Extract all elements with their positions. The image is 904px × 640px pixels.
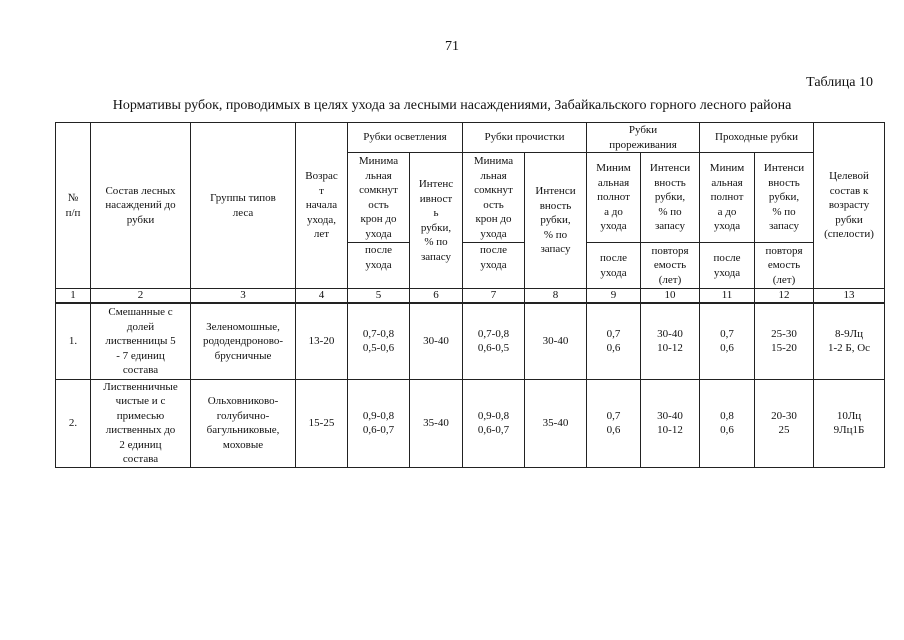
row-cell: 30-40 xyxy=(525,303,587,379)
header-intensity-osvet: Интенс ивност ь рубки, % по запасу xyxy=(410,153,463,289)
column-number: 5 xyxy=(348,289,410,304)
header-forest-types: Группы типов леса xyxy=(191,123,296,289)
table-row xyxy=(56,379,885,467)
row-cell: 30-40 10-12 xyxy=(641,303,700,379)
column-number: 10 xyxy=(641,289,700,304)
row-forest-types: Зеленомошные, рододендроново- брусничные xyxy=(191,303,296,379)
column-number: 7 xyxy=(463,289,525,304)
row-cell: 0,7-0,8 0,5-0,6 xyxy=(348,303,410,379)
column-number: 8 xyxy=(525,289,587,304)
header-prochistki: Рубки прочистки xyxy=(463,123,587,153)
row-target: 10Лц 9Лц1Б xyxy=(814,379,885,467)
column-number: 1 xyxy=(56,289,91,304)
header-min-density-osvet: Минима льная сомкнут ость крон до ухода xyxy=(348,153,410,243)
header-after-care-prohod: после ухода xyxy=(700,243,755,289)
row-cell: 0,9-0,8 0,6-0,7 xyxy=(348,379,410,467)
header-repeatability-prohod: повторя емость (лет) xyxy=(755,243,814,289)
header-after-care-proch: после ухода xyxy=(463,243,525,289)
column-number: 12 xyxy=(755,289,814,304)
row-cell: 0,7 0,6 xyxy=(700,303,755,379)
column-number: 2 xyxy=(91,289,191,304)
column-number: 4 xyxy=(296,289,348,304)
header-min-fullness-prorezh: Миним альная полнот а до ухода xyxy=(587,153,641,243)
table-label: Таблица 10 xyxy=(806,75,873,90)
column-number: 6 xyxy=(410,289,463,304)
header-osvetlenie: Рубки осветления xyxy=(348,123,463,153)
row-number: 1. xyxy=(56,303,91,379)
column-number: 11 xyxy=(700,289,755,304)
header-intensity-proch: Интенси вность рубки, % по запасу xyxy=(525,153,587,289)
column-number: 3 xyxy=(191,289,296,304)
row-forest-types: Ольховниково- голубично- багульниковые, моховые xyxy=(191,379,296,467)
column-number: 9 xyxy=(587,289,641,304)
row-cell: 0,8 0,6 xyxy=(700,379,755,467)
column-number: 13 xyxy=(814,289,885,304)
page-number: 71 xyxy=(445,39,459,54)
header-intensity-prorezh: Интенси вность рубки, % по запасу xyxy=(641,153,700,243)
document-title: Нормативы рубок, проводимых в целях ухода за лесными насаждениями, Забайкальского горного лесного района xyxy=(112,98,792,113)
header-num: № п/п xyxy=(56,123,91,289)
row-cell: 20-30 25 xyxy=(755,379,814,467)
row-cell: 35-40 xyxy=(525,379,587,467)
header-prohodnye: Проходные рубки xyxy=(700,123,814,153)
row-cell: 0,7-0,8 0,6-0,5 xyxy=(463,303,525,379)
row-composition: Лиственничные чистые и с примесью лиственных до 2 единиц состава xyxy=(91,379,191,467)
row-target: 8-9Лц 1-2 Б, Ос xyxy=(814,303,885,379)
row-number: 2. xyxy=(56,379,91,467)
header-repeatability-prorezh: повторя емость (лет) xyxy=(641,243,700,289)
header-row-1 xyxy=(56,123,885,153)
norms-table xyxy=(55,122,885,468)
column-number-row xyxy=(56,289,885,304)
header-prorezhivanie: Рубки прореживания xyxy=(587,123,700,153)
row-cell: 25-30 15-20 xyxy=(755,303,814,379)
row-cell: 0,7 0,6 xyxy=(587,303,641,379)
row-cell: 0,7 0,6 xyxy=(587,379,641,467)
header-target: Целевой состав к возрасту рубки (спелости) xyxy=(814,123,885,289)
header-after-care-osvet: после ухода xyxy=(348,243,410,289)
row-age: 15-25 xyxy=(296,379,348,467)
row-cell: 35-40 xyxy=(410,379,463,467)
row-composition: Смешанные с долей лиственницы 5 - 7 единиц состава xyxy=(91,303,191,379)
row-cell: 0,9-0,8 0,6-0,7 xyxy=(463,379,525,467)
table-row xyxy=(56,303,885,379)
row-cell: 30-40 10-12 xyxy=(641,379,700,467)
header-intensity-prohod: Интенси вность рубки, % по запасу xyxy=(755,153,814,243)
header-min-fullness-prohod: Миним альная полнот а до ухода xyxy=(700,153,755,243)
header-age: Возрас т начала ухода, лет xyxy=(296,123,348,289)
header-composition: Состав лесных насаждений до рубки xyxy=(91,123,191,289)
header-after-care-prorezh: после ухода xyxy=(587,243,641,289)
row-cell: 30-40 xyxy=(410,303,463,379)
header-min-density-proch: Минима льная сомкнут ость крон до ухода xyxy=(463,153,525,243)
row-age: 13-20 xyxy=(296,303,348,379)
